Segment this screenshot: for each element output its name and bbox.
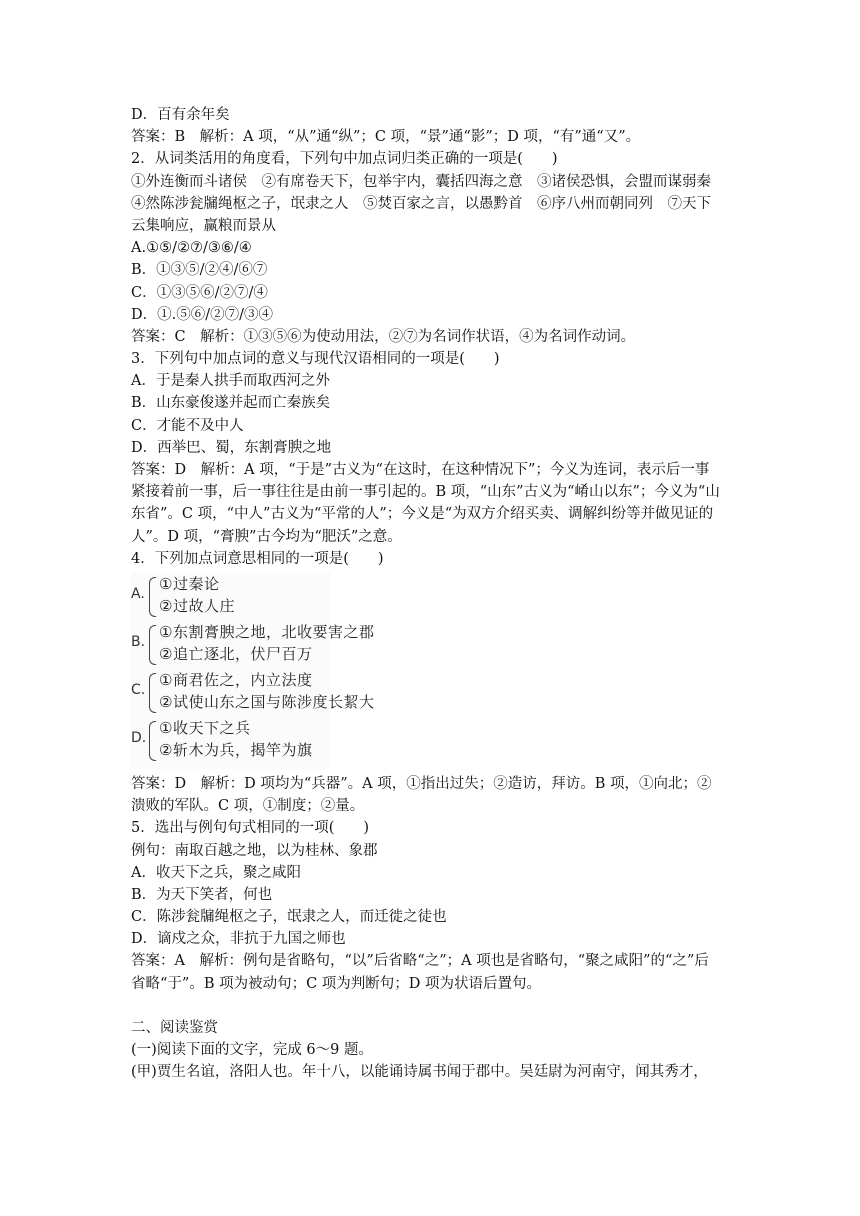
- option-line: C．才能不及中人: [131, 417, 244, 434]
- option-line: C．陈涉瓮牖绳枢之子，氓隶之人，而迁徙之徒也: [131, 909, 447, 926]
- text-line: D．百有余年矣: [131, 107, 230, 123]
- answer-line: 答案：D 解析：D 项均为“兵器”。A 项，①指出过失；②造访，拜访。B 项，①向北；②: [131, 775, 712, 792]
- figure-item: ①商君佐之，内立法度: [159, 670, 313, 689]
- question-4: 4．下列加点词意思相同的一项是( ): [131, 550, 384, 567]
- option-line: B．为天下笑者，何也: [131, 886, 273, 903]
- example-sentence: 例句：南取百越之地，以为桂林、象郡: [131, 842, 378, 859]
- brace-icon: [149, 721, 156, 761]
- option-label: C.: [131, 681, 146, 698]
- section-instruction: (一)阅读下面的文字，完成 6～9 题。: [131, 1042, 373, 1058]
- question-2: 2．从词类活用的角度看，下列句中加点词归类正确的一项是( ): [131, 151, 558, 168]
- figure-item: ②试使山东之国与陈涉度长絜大: [159, 692, 375, 711]
- option-line: D．谪戍之众，非抗于九国之师也: [131, 931, 346, 948]
- figure-item: ①收天下之兵: [159, 718, 251, 737]
- figure-item: ①过秦论: [159, 574, 220, 593]
- brace-icon: [149, 625, 156, 665]
- option-label: D.: [131, 729, 147, 746]
- text-line: 溃败的军队。C 项，①制度；②量。: [131, 798, 365, 815]
- text-line: 答案：B 解析：A 项，“从”通“纵”；C 项，“景”通“影”；D 项，“有”通“又”。: [131, 129, 641, 146]
- figure-item: ①东割膏腴之地，北收要害之郡: [159, 622, 375, 641]
- option-label: A.: [131, 585, 145, 602]
- text-block-top: [131, 104, 737, 570]
- text-line: 紧接着前一事，后一事往往是由前一事引起的。B 项，“山东”古义为“崤山以东”；今义为“山: [131, 484, 720, 501]
- text-line: 人”。D 项，“膏腴”古今均为“肥沃”之意。: [131, 528, 402, 545]
- option-line: A．于是秦人拱手而取西河之外: [131, 373, 330, 390]
- option-line: D．西举巴、蜀，东割膏腴之地: [131, 439, 332, 456]
- option-line: B．山东豪俊遂并起而亡秦族矣: [131, 395, 331, 412]
- text-line: 省略“于”。B 项为被动句；C 项为判断句；D 项为状语后置句。: [131, 975, 542, 992]
- text-block-bottom: [131, 773, 737, 995]
- option-line: C．①③⑤⑥/②⑦/④: [131, 284, 268, 301]
- answer-line: 答案：C 解析：①③⑤⑥为使动用法，②⑦为名词作状语，④为名词作动词。: [131, 328, 636, 345]
- text-line: ④然陈涉瓮牖绳枢之子，氓隶之人 ⑤焚百家之言，以愚黔首 ⑥序八州而朝同列 ⑦天下: [131, 195, 711, 212]
- reading-section: [131, 1017, 737, 1084]
- question-5: 5．选出与例句句式相同的一项( ): [131, 820, 370, 837]
- brace-icon: [149, 577, 156, 617]
- answer-line: 答案：D 解析：A 项，“于是”古义为“在这时，在这种情况下”；今义为连词，表示后一事: [131, 462, 710, 478]
- figure-item: ②追亡逐北，伏尸百万: [159, 644, 313, 663]
- text-line: 云集响应，赢粮而景从: [131, 217, 276, 234]
- option-line: A．收天下之兵，聚之咸阳: [131, 864, 301, 881]
- option-line: D．①.⑤⑥/②⑦/③④: [131, 306, 274, 323]
- passage-line: (甲)贾生名谊，洛阳人也。年十八，以能诵诗属书闻于郡中。吴廷尉为河南守，闻其秀才，: [131, 1064, 708, 1081]
- question-3: 3．下列句中加点词的意义与现代汉语相同的一项是( ): [131, 351, 500, 368]
- section-gap: [131, 995, 737, 1017]
- option-line: B．①③⑤/②④/⑥⑦: [131, 262, 268, 279]
- brace-icon: [149, 673, 156, 713]
- text-line: ①外连衡而斗诸侯 ②有席卷天下，包举宇内，囊括四海之意 ③诸侯恐惧，会盟而谋弱秦: [131, 173, 711, 190]
- section-heading: 二、阅读鉴赏: [131, 1019, 218, 1036]
- question-4-options-image: [131, 573, 375, 769]
- document-body: [131, 104, 737, 1083]
- figure-item: ②过故人庄: [159, 596, 235, 615]
- answer-line: 答案：A 解析：例句是省略句，“以”后省略“之”；A 项也是省略句，“聚之咸阳”的“之”后: [131, 953, 709, 970]
- text-line: 东省”。C 项，“中人”古义为“平常的人”；今义是“为双方介绍买卖、调解纠纷等并做见证的: [131, 506, 714, 523]
- option-label: B.: [131, 633, 146, 650]
- option-line: A.①⑤/②⑦/③⑥/④: [131, 240, 252, 257]
- figure-item: ②斩木为兵，揭竿为旗: [159, 740, 313, 759]
